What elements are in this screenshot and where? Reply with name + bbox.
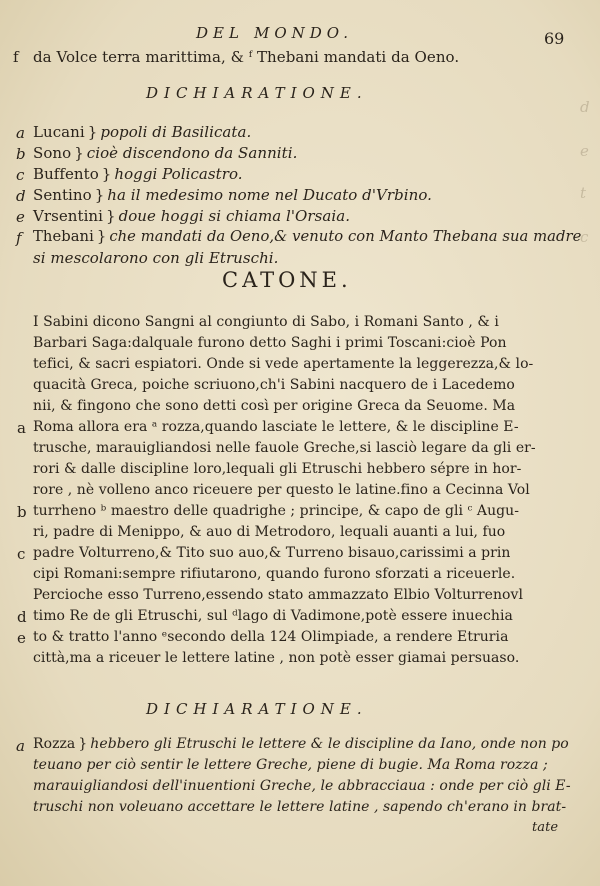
section-title: CATONE. xyxy=(222,268,352,292)
gloss-marker: a xyxy=(16,124,25,142)
body-line: to & tratto l'anno ᵉsecondo della 124 Olimpiade, a rendere Etruria xyxy=(33,629,509,645)
gloss-term: Rozza xyxy=(33,736,76,752)
brace-icon: } xyxy=(87,123,98,141)
brace-icon: } xyxy=(78,736,88,752)
gloss-line: truschi non voleuano accettare le lettere latine , sapendo ch'erano in brat- xyxy=(33,799,567,815)
gloss-entry xyxy=(33,207,350,225)
brace-icon: } xyxy=(105,207,116,225)
gloss-text: ha il medesimo nome nel Ducato d'Vrbino. xyxy=(107,186,432,204)
gloss-term: Sentino xyxy=(33,186,92,204)
body-line: cipi Romani:sempre rifiutarono, quando furono sforzati a riceuerle. xyxy=(33,566,516,582)
body-line: città,ma a riceuer le lettere latine , non potè esser giamai persuaso. xyxy=(33,650,520,666)
margin-marker: e xyxy=(17,629,26,647)
brace-icon: } xyxy=(74,144,84,162)
gloss-entry xyxy=(33,228,581,245)
body-line: ri, padre di Menippo, & auo di Metrodoro, lequali auanti a lui, fuo xyxy=(33,524,506,540)
bleed-through-mark: t xyxy=(580,184,587,202)
gloss-term: Thebani xyxy=(33,228,94,245)
body-line: trusche, marauigliandosi nelle fauole Greche,si lasciò legare da gli er- xyxy=(33,440,536,456)
margin-marker: f xyxy=(13,48,19,66)
margin-marker: b xyxy=(17,503,27,521)
body-line: rore , nè volleno anco riceuere per questo le latine.fino a Cecinna Vol xyxy=(33,482,530,498)
body-line: nii, & fingono che sono detti così per origine Greca da Seuome. Ma xyxy=(33,398,516,414)
gloss-text: doue hoggi si chiama l'Orsaia. xyxy=(118,207,351,225)
gloss-entry xyxy=(33,186,432,204)
gloss-entry xyxy=(33,123,251,141)
body-line: Barbari Saga:dalquale furono detto Saghi i primi Toscani:cioè Pon xyxy=(33,335,507,351)
running-header-right: MONDO. xyxy=(254,24,353,42)
body-line: padre Volturreno,& Tito suo auo,& Turreno bisauo,carissimi a prin xyxy=(33,545,511,561)
body-line: rori & dalle discipline loro,lequali gli Etruschi hebbero sépre in hor- xyxy=(33,461,522,477)
gloss-marker: f xyxy=(16,229,22,247)
body-line: Percioche esso Turreno,essendo stato ammazzato Elbio Volturrenovl xyxy=(33,587,524,603)
gloss-marker: a xyxy=(16,737,25,755)
gloss-text: popoli di Basilicata. xyxy=(100,123,252,141)
bleed-through-mark: c xyxy=(580,228,589,246)
body-line: timo Re de gli Etruschi, sul ᵈlago di Vadimone,potè essere inuechia xyxy=(33,608,513,624)
gloss-entry xyxy=(33,736,569,752)
section-heading: DICHIARATIONE. xyxy=(146,84,368,102)
gloss-marker: c xyxy=(16,166,25,184)
gloss-term: Vrsentini xyxy=(33,207,103,225)
gloss-line: teuano per ciò sentir le lettere Greche, piene di bugie. Ma Roma rozza ; xyxy=(33,757,548,773)
page-number: 69 xyxy=(544,29,565,48)
gloss-marker: e xyxy=(16,208,25,226)
brace-icon: } xyxy=(94,186,105,204)
gloss-term: Buffento xyxy=(33,165,99,183)
body-line: quacità Greca, poiche scriuono,ch'i Sabini nacquero de i Lacedemo xyxy=(33,377,515,393)
body-line: tefici, & sacri espiatori. Onde si vede apertamente la leggerezza,& lo- xyxy=(33,356,534,372)
top-text-line: da Volce terra marittima, & ᶠ Thebani mandati da Oeno. xyxy=(33,48,460,66)
body-line: Roma allora era ᵃ rozza,quando lasciate le lettere, & le discipline E- xyxy=(33,419,519,435)
margin-marker: c xyxy=(17,545,26,563)
gloss-line: marauigliandosi dell'inuentioni Greche, le abbracciaua : onde per ciò gli E- xyxy=(33,778,571,794)
margin-marker: a xyxy=(17,419,26,437)
gloss-text: hebbero gli Etruschi le lettere & le discipline da Iano, onde non po xyxy=(90,736,569,752)
running-header-left: DEL xyxy=(196,24,244,42)
body-line: I Sabini dicono Sangni al congiunto di Sabo, i Romani Santo , & i xyxy=(33,314,499,330)
bleed-through-mark: e xyxy=(580,142,589,160)
gloss-entry xyxy=(33,165,243,183)
body-line: turrheno ᵇ maestro delle quadrighe ; principe, & capo de gli ᶜ Augu- xyxy=(33,503,519,519)
gloss-marker: b xyxy=(16,145,26,163)
gloss-term: Sono xyxy=(33,144,72,162)
bleed-through-mark: d xyxy=(580,98,590,116)
gloss-text: che mandati da Oeno,& venuto con Manto Thebana sua madre xyxy=(109,228,582,245)
catchword: tate xyxy=(532,820,559,835)
gloss-text: cioè discendono da Sanniti. xyxy=(86,144,298,162)
gloss-continuation: si mescolarono con gli Etruschi. xyxy=(33,249,279,267)
margin-marker: d xyxy=(17,608,27,626)
brace-icon: } xyxy=(101,165,112,183)
gloss-text: hoggi Policastro. xyxy=(114,165,243,183)
section-heading: DICHIARATIONE. xyxy=(146,700,368,718)
brace-icon: } xyxy=(96,228,107,245)
gloss-term: Lucani xyxy=(33,123,85,141)
gloss-marker: d xyxy=(16,187,26,205)
gloss-entry xyxy=(33,144,297,162)
